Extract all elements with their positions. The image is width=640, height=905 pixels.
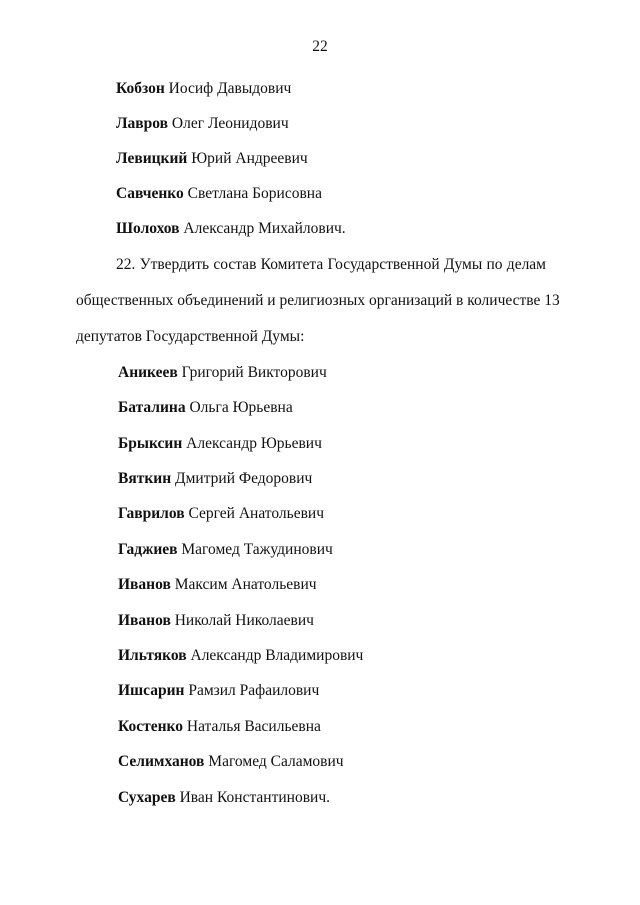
member-line [118,505,324,523]
member-line [118,576,317,594]
member-surname: Иванов [118,576,171,593]
member-surname: Ишсарин [118,682,185,699]
member-given-name: Рамзил Рафаилович [188,682,320,699]
member-line [118,789,330,807]
member-surname: Кобзон [116,80,165,97]
member-surname: Гаджиев [118,541,178,558]
member-line [118,470,312,488]
member-given-name: Сергей Анатольевич [188,505,325,522]
member-line [116,115,289,133]
member-line [118,541,333,559]
member-line [118,364,327,382]
member-line [118,682,319,700]
member-given-name: Александр Михайлович. [183,220,346,237]
member-line [118,612,314,630]
member-line [118,718,321,736]
member-given-name: Олег Леонидович [171,115,289,132]
member-surname: Костенко [118,718,183,735]
member-given-name: Александр Владимирович [190,647,364,664]
member-surname: Левицкий [116,150,188,167]
member-given-name: Николай Николаевич [174,612,314,629]
member-given-name: Дмитрий Федорович [175,470,313,487]
member-given-name: Магомед Саламович [208,753,344,770]
member-line [116,220,346,238]
page-number: 22 [312,38,328,55]
member-given-name: Иосиф Давыдович [168,80,292,97]
member-line [116,185,322,203]
member-line [118,647,363,665]
paragraph-line-1: 22. Утвердить состав Комитета Государственной Думы по делам [116,256,546,273]
member-given-name: Магомед Тажудинович [181,541,333,558]
member-given-name: Светлана Борисовна [187,185,322,202]
member-given-name: Максим Анатольевич [174,576,317,593]
member-surname: Селимханов [118,753,205,770]
member-given-name: Иван Константинович. [179,789,330,806]
paragraph-line-2: общественных объединений и религиозных организаций в количестве 13 [76,292,560,309]
member-surname: Гаврилов [118,505,185,522]
member-given-name: Александр Юрьевич [186,435,322,452]
member-line [116,80,291,98]
member-surname: Баталина [118,399,186,416]
member-surname: Шолохов [116,220,180,237]
member-surname: Иванов [118,612,171,629]
member-given-name: Наталья Васильевна [186,718,321,735]
member-surname: Савченко [116,185,184,202]
paragraph-line-3: депутатов Государственной Думы: [76,328,305,345]
member-given-name: Григорий Викторович [181,364,327,381]
member-surname: Ильтяков [118,647,187,664]
member-surname: Сухарев [118,789,176,806]
member-line [116,150,308,168]
member-given-name: Юрий Андреевич [191,150,308,167]
member-surname: Вяткин [118,470,172,487]
member-line [118,435,322,453]
member-line [118,753,344,771]
member-surname: Брыксин [118,435,183,452]
member-surname: Аникеев [118,364,178,381]
member-given-name: Ольга Юрьевна [189,399,293,416]
member-line [118,399,293,417]
member-surname: Лавров [116,115,169,132]
